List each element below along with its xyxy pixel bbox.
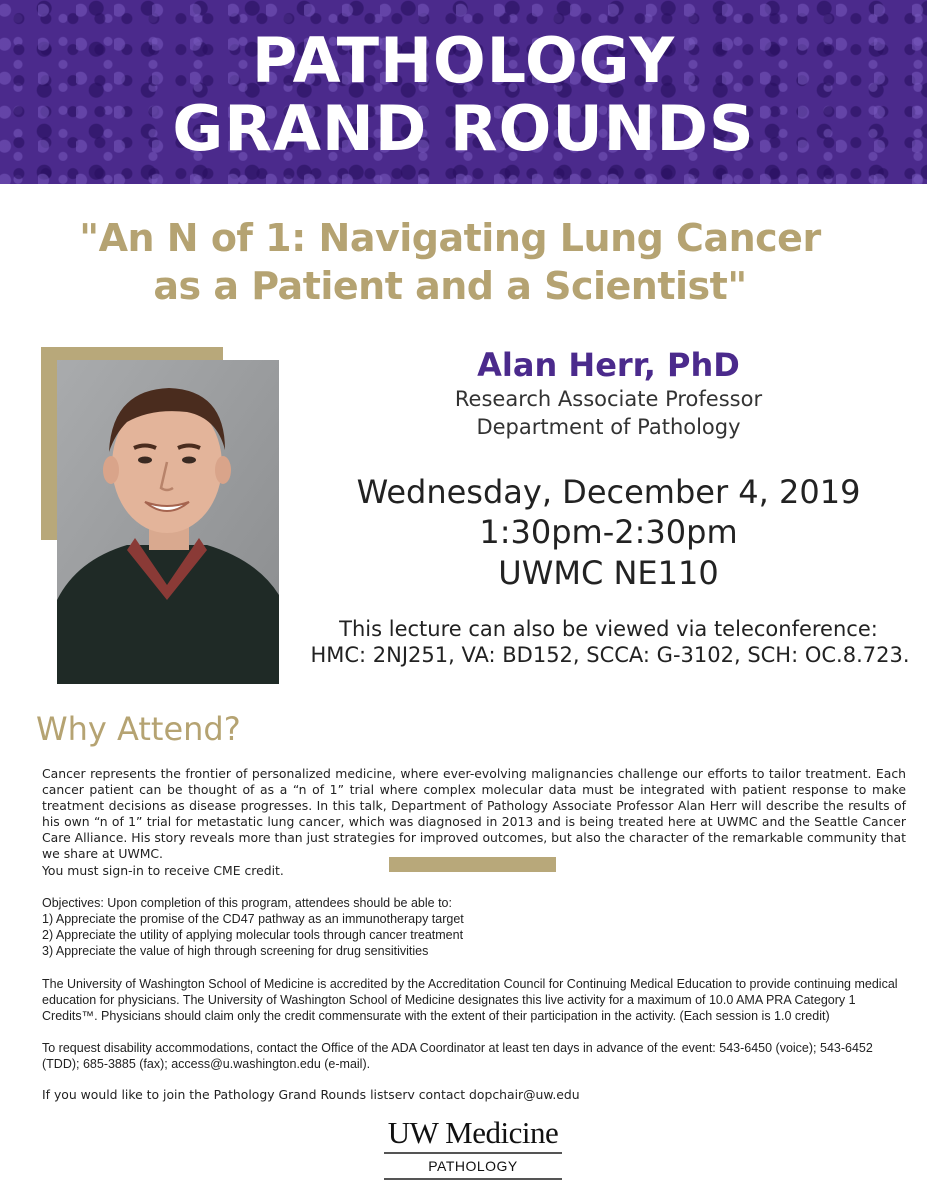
talk-title-line2: as a Patient and a Scientist" bbox=[153, 264, 747, 308]
listserv-notice: If you would like to join the Pathology Grand Rounds listserv contact dopchair@uw.edu bbox=[42, 1087, 580, 1102]
why-attend-heading: Why Attend? bbox=[36, 710, 241, 748]
header-banner bbox=[0, 0, 927, 184]
signin-notice: You must sign-in to receive CME credit. bbox=[42, 863, 284, 878]
accreditation-paragraph: The University of Washington School of Medicine is accredited by the Accreditation Council for Continuing Medical Education to provide continuing medical education for physicians. The University of Washington School of Medicine designates this live activity for a maximum of 10.0 AMA PRA Category 1 Credits™. Physicians should claim only the credit commensurate with the extent of their participation in the activity. (Each session is 1.0 credit) bbox=[42, 977, 898, 1023]
objective-item: 3) Appreciate the value of high through screening for drug sensitivities bbox=[42, 944, 429, 958]
description-paragraph: Cancer represents the frontier of personalized medicine, where ever-evolving malignancies challenge our efforts to tailor treatment. Each cancer patient can be thought of as a “n of 1” trial where complex molecular data must be integrated with patient response to make treatment decisions as disease progresses. In this talk, Department of Pathology Associate Professor Alan Herr will describe the results of his own “n of 1” trial for metastatic lung cancer, which was diagnosed in 2013 and is being treated here at UWMC and the Seattle Cancer Care Alliance. His story reveals more than just strategies for improved outcomes, but also the character of the remarkable community that we share at UWMC. bbox=[42, 766, 906, 861]
speaker-name: Alan Herr, PhD bbox=[477, 346, 740, 384]
teleconference-intro: This lecture can also be viewed via teleconference: bbox=[339, 617, 878, 641]
event-date: Wednesday, December 4, 2019 bbox=[356, 473, 861, 511]
logo-rule-bottom bbox=[384, 1178, 562, 1180]
event-location: UWMC NE110 bbox=[498, 554, 719, 592]
objectives-intro: Objectives: Upon completion of this program, attendees should be able to: bbox=[42, 896, 452, 910]
objective-item: 1) Appreciate the promise of the CD47 pathway as an immunotherapy target bbox=[42, 912, 464, 926]
talk-title-line1: "An N of 1: Navigating Lung Cancer bbox=[79, 216, 821, 260]
speaker-photo bbox=[57, 360, 279, 684]
banner-title-line2: GRAND ROUNDS bbox=[172, 92, 755, 165]
objectives-block bbox=[42, 895, 906, 959]
banner-title-line1: PATHOLOGY bbox=[251, 24, 676, 97]
uw-medicine-logo bbox=[380, 1115, 566, 1187]
ada-paragraph: To request disability accommodations, contact the Office of the ADA Coordinator at least ten days in advance of the event: 543-6450 (voice); 543-6452 (TDD); 685-3885 (fax); access@u.washington.edu (e-mail). bbox=[42, 1041, 873, 1071]
objective-item: 2) Appreciate the utility of applying molecular tools through cancer treatment bbox=[42, 928, 464, 942]
logo-subtitle: PATHOLOGY bbox=[428, 1158, 518, 1174]
logo-wordmark: UW Medicine bbox=[387, 1115, 559, 1150]
logo-rule-top bbox=[384, 1152, 562, 1154]
teleconference-sites: HMC: 2NJ251, VA: BD152, SCCA: G-3102, SCH: OC.8.723. bbox=[310, 643, 910, 667]
speaker-title: Research Associate Professor bbox=[454, 387, 763, 411]
event-time: 1:30pm-2:30pm bbox=[479, 513, 738, 551]
speaker-department: Department of Pathology bbox=[476, 415, 741, 439]
